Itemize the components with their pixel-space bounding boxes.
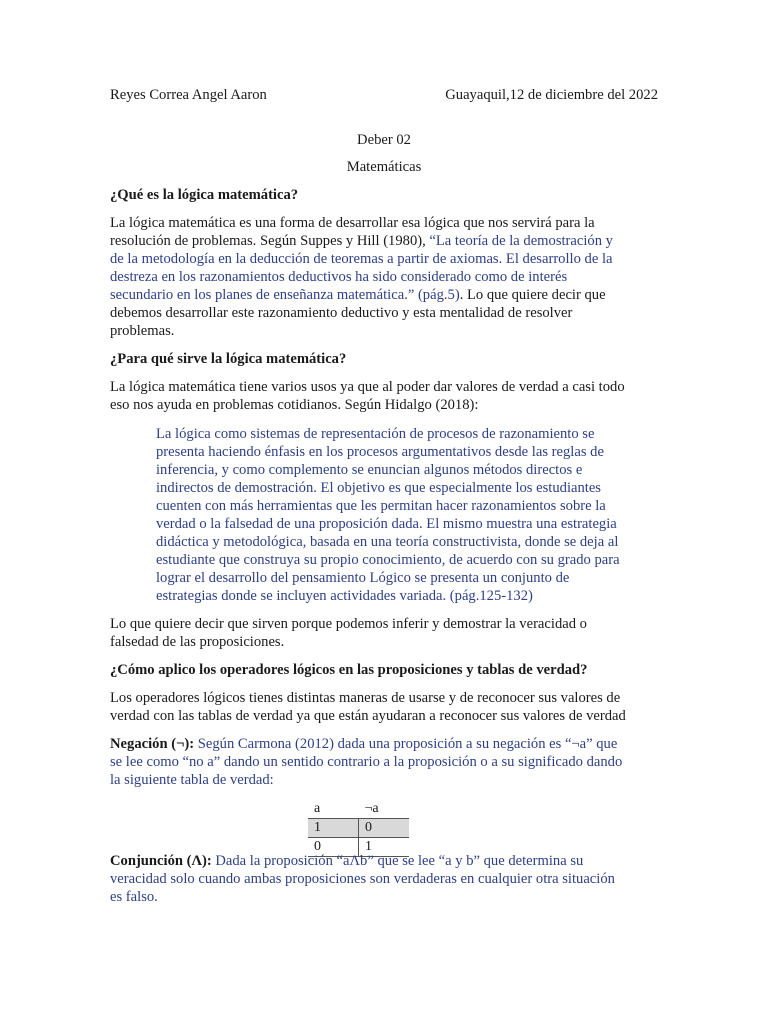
block-quote-line: presenta haciendo énfasis en los procesos argumentativos desde las reglas de <box>156 444 604 460</box>
table-cell: 0 <box>359 819 410 838</box>
plain-text: resolución de problemas. Según Suppes y Hill (1980), <box>110 233 430 249</box>
conjunction-line <box>110 852 658 870</box>
quote-text: secundario en los planes de enseñanza matemática.” (pág.5) <box>110 287 460 303</box>
negation-label: Negación (¬): <box>110 736 195 752</box>
conjunction-line: es falso. <box>110 889 158 905</box>
block-quote-line: didáctica y metodológica, basada en una teoría constructivista, donde se deja al <box>156 534 619 550</box>
table-cell: 0 <box>308 838 359 857</box>
plain-text: La lógica matemática es una forma de desarrollar esa lógica que nos servirá para la <box>110 215 595 231</box>
section2-intro-line: La lógica matemática tiene varios usos ya que al poder dar valores de verdad a casi todo <box>110 379 625 395</box>
conjunction-paragraph <box>110 852 658 906</box>
section2-intro-line: eso nos ayuda en problemas cotidianos. Según Hidalgo (2018): <box>110 397 479 413</box>
section2-intro <box>110 378 658 414</box>
quote-text: Dada la proposición “aɅb” que se lee “a y b” que determina su <box>211 853 584 869</box>
plain-text: . Lo que quiere decir que <box>459 287 606 303</box>
table-row <box>308 819 409 838</box>
quote-text: “La teoría de la demostración y <box>429 233 613 249</box>
section1-heading: ¿Qué es la lógica matemática? <box>110 187 299 203</box>
section2-outro-line: Lo que quiere decir que sirven porque podemos inferir y demostrar la veracidad o <box>110 616 587 632</box>
author-name: Reyes Correa Angel Aaron <box>110 87 267 103</box>
conjunction-line: veracidad solo cuando ambas proposiciones son verdaderas en cualquier otra situación <box>110 871 615 887</box>
block-quote-line: La lógica como sistemas de representación de procesos de razonamiento se <box>156 426 595 442</box>
block-quote-line: verdad o la falsedad de una proposición dada. El mismo muestra una estrategia <box>156 516 617 532</box>
quote-text: Según Carmona (2012) dada una proposición a su negación es “¬a” que <box>194 736 618 752</box>
negation-line <box>110 735 658 753</box>
section1-line: debemos desarrollar este razonamiento deductivo y esta mentalidad de resolver <box>110 305 573 321</box>
section2-outro-line: falsedad de las proposiciones. <box>110 634 285 650</box>
section3-intro-line: verdad con las tablas de verdad ya que están ayudaran a reconocer sus valores de verdad <box>110 708 626 724</box>
section1-line <box>110 214 658 232</box>
block-quote-line: estrategias donde se incluyen actividades variada. (pág.125-132) <box>156 588 533 604</box>
section1-line: destreza en los razonamientos deductivos ha sido considerado como de interés <box>110 269 568 285</box>
block-quote-line: lograr el desarrollo del pensamiento Lógico se presenta un conjunto de <box>156 570 570 586</box>
table-cell: 1 <box>359 838 410 857</box>
section3-intro-line: Los operadores lógicos tienes distintas maneras de usarse y de reconocer sus valores de <box>110 690 621 706</box>
place-date: Guayaquil,12 de diciembre del 2022 <box>445 87 658 103</box>
section3-intro <box>110 689 658 725</box>
block-quote-line: indirectos de demostración. El objetivo es que especialmente los estudiantes <box>156 480 601 496</box>
block-quote <box>156 425 656 605</box>
table-header-cell: ¬a <box>359 800 410 819</box>
negation-paragraph <box>110 735 658 789</box>
document-header <box>110 86 658 104</box>
section1-line <box>110 232 658 250</box>
block-quote-line: cuenten con más herramientas que les permitan hacer razonamientos sobre la <box>156 498 606 514</box>
negation-line: la siguiente tabla de verdad: <box>110 772 274 788</box>
block-quote-line: estudiante que construya su propio conocimiento, de acuerdo con su grado para <box>156 552 620 568</box>
section3-heading: ¿Cómo aplico los operadores lógicos en las proposiciones y tablas de verdad? <box>110 662 588 678</box>
section1-line <box>110 286 658 304</box>
block-quote-line: inferencia, y como complemento se enuncian algunos métodos directos e <box>156 462 583 478</box>
table-header-cell: a <box>308 800 359 819</box>
section2-outro <box>110 615 658 651</box>
negation-line: se lee como “no a” dando un sentido contrario a la proposición o a su significado dando <box>110 754 623 770</box>
section2-heading: ¿Para qué sirve la lógica matemática? <box>110 351 347 367</box>
section1-line: problemas. <box>110 323 175 339</box>
negation-truth-table <box>308 800 409 857</box>
conjunction-label: Conjunción (Ʌ): <box>110 853 212 869</box>
assignment-title: Deber 02 <box>357 132 411 148</box>
subject-title: Matemáticas <box>346 159 422 175</box>
section1-line: de la metodología en la deducción de teoremas a partir de axiomas. El desarrollo de la <box>110 251 613 267</box>
table-cell: 1 <box>308 819 359 838</box>
document-page <box>110 0 658 1024</box>
section1-paragraph <box>110 214 658 340</box>
